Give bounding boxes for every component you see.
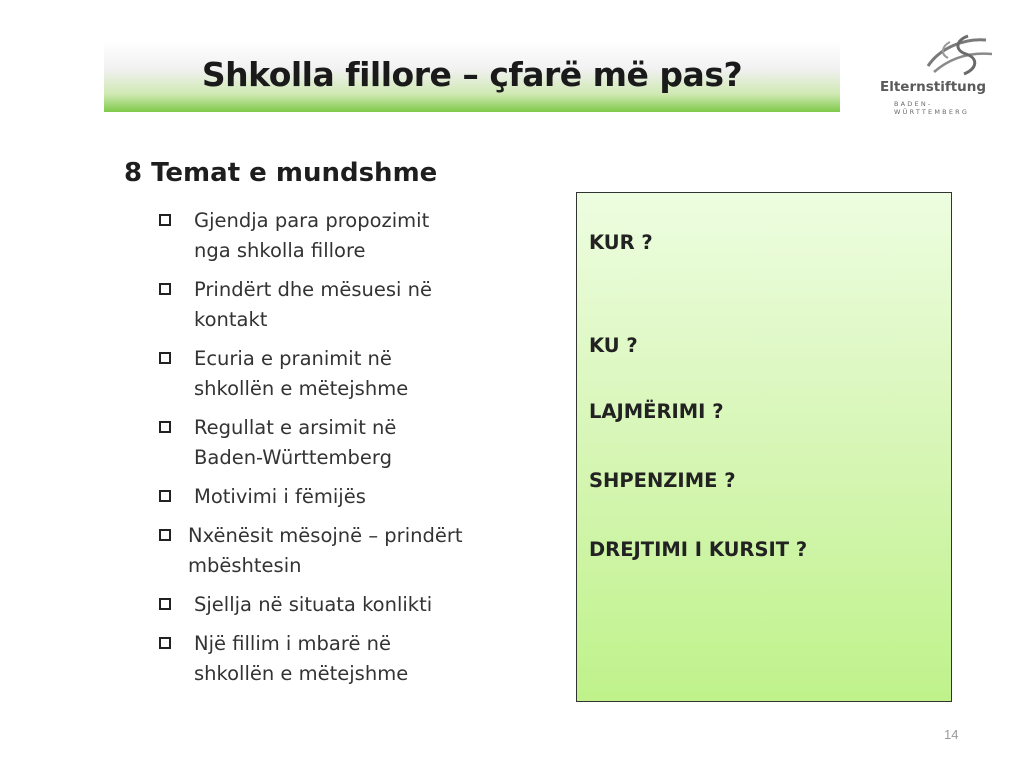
topic-line: Prindërt dhe mësuesi në [194, 278, 433, 301]
topic-line: Ecuria e pranimit në [194, 347, 392, 370]
list-item [159, 275, 559, 335]
topic-line: shkollën e mëtejshme [194, 662, 409, 685]
topic-line: Sjellja në situata konlikti [194, 593, 433, 616]
topic-line: nga shkolla fillore [194, 239, 366, 262]
title-banner [104, 41, 840, 112]
topic-line: kontakt [194, 308, 268, 331]
topics-heading: 8 Temat e mundshme [124, 158, 438, 188]
question-registration: LAJMËRIMI ? [589, 400, 724, 423]
logo-swoosh-icon [920, 30, 998, 80]
logo-subtitle: BADEN-WÜRTTEMBERG [894, 100, 970, 116]
topic-line: mbështesin [188, 554, 302, 577]
checkbox-bullet-icon [159, 352, 171, 364]
elternstiftung-logo [880, 30, 998, 116]
checkbox-bullet-icon [159, 214, 171, 226]
list-item [159, 413, 559, 473]
topic-line: Motivimi i fëmijës [194, 485, 366, 508]
list-item [159, 482, 559, 512]
topics-list [159, 206, 559, 698]
checkbox-bullet-icon [159, 421, 171, 433]
question-costs: SHPENZIME ? [589, 469, 736, 492]
question-where: KU ? [589, 334, 638, 357]
question-when: KUR ? [589, 231, 653, 254]
page-number: 14 [944, 727, 959, 742]
topic-line: Një fillim i mbarë në [194, 632, 392, 655]
list-item [159, 521, 559, 581]
question-course-direction: DREJTIMI I KURSIT ? [589, 538, 808, 561]
list-item [159, 344, 559, 404]
list-item [159, 590, 559, 620]
checkbox-bullet-icon [159, 283, 171, 295]
slide-title: Shkolla fillore – çfarë më pas? [201, 55, 743, 94]
topic-line: Gjendja para propozimit [194, 209, 430, 232]
checkbox-bullet-icon [159, 529, 171, 541]
list-item [159, 629, 559, 689]
topic-line: shkollën e mëtejshme [194, 377, 409, 400]
topic-line: Nxënësit mësojnë – prindërt [188, 524, 463, 547]
checkbox-bullet-icon [159, 598, 171, 610]
checkbox-bullet-icon [159, 637, 171, 649]
topic-line: Regullat e arsimit në [194, 416, 397, 439]
checkbox-bullet-icon [159, 490, 171, 502]
logo-name: Elternstiftung [880, 79, 987, 95]
questions-box [576, 192, 952, 702]
list-item [159, 206, 559, 266]
topic-line: Baden-Württemberg [194, 446, 392, 469]
